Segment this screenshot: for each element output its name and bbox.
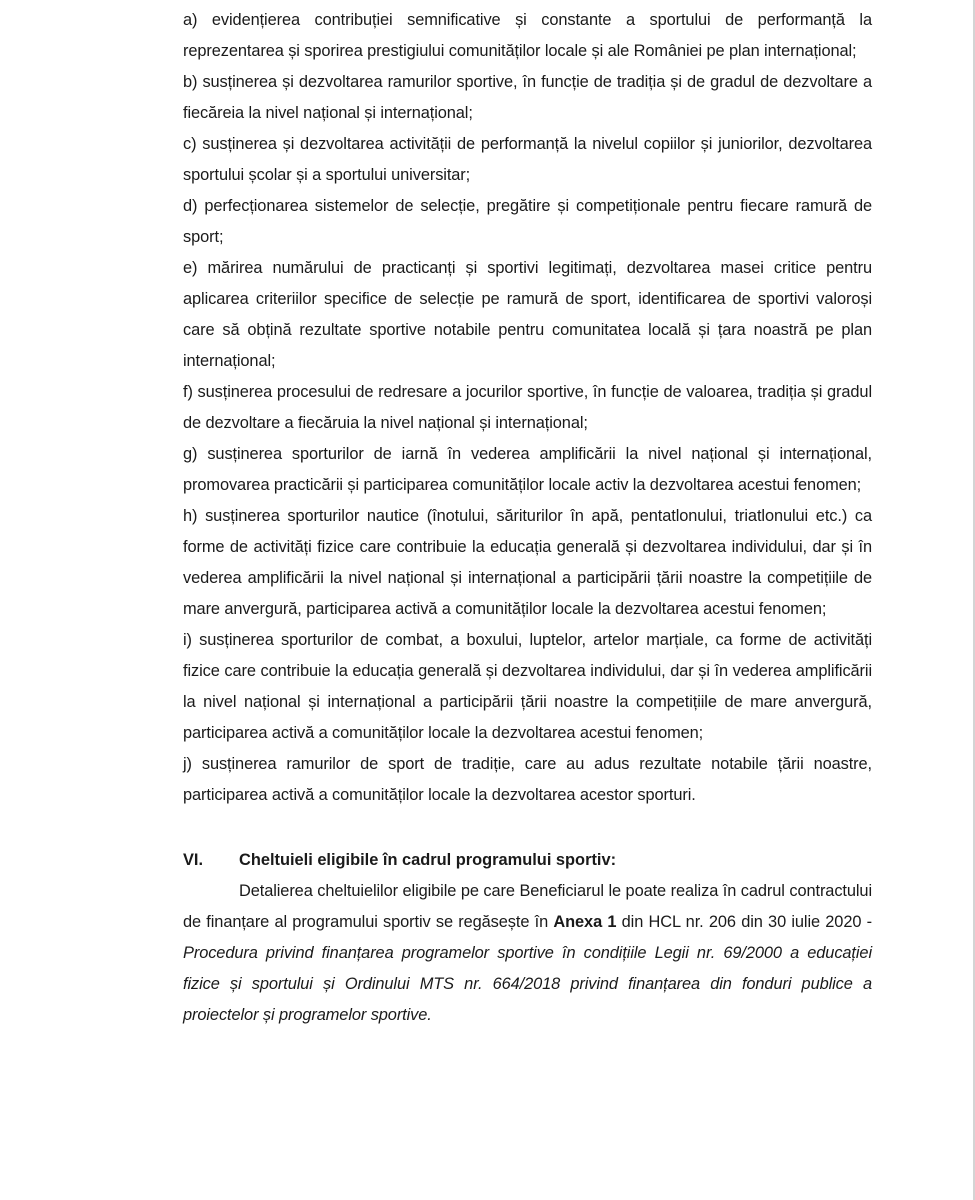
objective-item-e: e) mărirea numărului de practicanți și sportivi legitimați, dezvoltarea masei critice pentru aplicarea criteriilor specifice de selecție pe ramură de sport, identificarea de sportivi valoroși care să obțină rezultate sportive notabile pentru comunitatea locală și țara noastră pe plan internațional; <box>183 259 872 370</box>
document-page <box>183 0 872 1031</box>
objective-item-b: b) susținerea și dezvoltarea ramurilor sportive, în funcție de tradiția și de gradul de dezvoltare a fiecăreia la nivel național și internațional; <box>183 73 872 122</box>
objective-item-f: f) susținerea procesului de redresare a jocurilor sportive, în funcție de valoarea, tradiția și gradul de dezvoltare a fiecăruia la nivel național și internațional; <box>183 383 872 432</box>
objective-item-a: a) evidențierea contribuției semnificative și constante a sportului de performanță la reprezentarea și sporirea prestigiului comunităților locale și ale României pe plan internațional; <box>183 11 872 60</box>
annex-reference: Anexa 1 <box>553 913 617 931</box>
objective-item-g: g) susținerea sporturilor de iarnă în vederea amplificării la nivel național și internațional, promovarea practicării și participarea comunităților locale activ la dezvoltarea acestui fenomen; <box>183 445 872 494</box>
procedure-title: Procedura privind finanțarea programelor sportive în condițiile Legii nr. 69/2000 a educației fizice și sportului și Ordinului MTS nr. 664/2018 privind finanțarea din fonduri publice a proiectelor și programelor sportive. <box>183 944 872 1024</box>
body-text-part2: din HCL nr. 206 din 30 iulie 2020 - <box>616 913 872 931</box>
objective-item-d: d) perfecționarea sistemelor de selecție, pregătire și competiționale pentru fiecare ramură de sport; <box>183 197 872 246</box>
section-heading <box>183 845 872 876</box>
section-number: VI. <box>183 851 204 869</box>
objective-item-c: c) susținerea și dezvoltarea activității de performanță la nivelul copiilor și juniorilor, dezvoltarea sportului școlar și a sportului universitar; <box>183 135 872 184</box>
objective-item-h: h) susținerea sporturilor nautice (înotului, săriturilor în apă, pentatlonului, triatlonului etc.) ca forme de activități fizice care contribuie la educația generală și dezvoltarea individului, dar și în vederea amplificării la nivel național și internațional a participării țării noastre la competițiile de mare anvergură, participarea activă a comunităților locale la dezvoltarea acestui fenomen; <box>183 507 872 618</box>
objective-item-j: j) susținerea ramurilor de sport de tradiție, care au adus rezultate notabile țării noastre, participarea activă a comunităților locale la dezvoltarea acestor sporturi. <box>183 755 872 804</box>
section-body-paragraph <box>183 876 872 1031</box>
objective-item-i: i) susținerea sporturilor de combat, a boxului, luptelor, artelor marțiale, ca forme de activități fizice care contribuie la educația generală și dezvoltarea individului, dar și în vederea amplificării la nivel național și internațional a participării țării noastre la competițiile de mare anvergură, participarea activă a comunităților locale la dezvoltarea acestui fenomen; <box>183 631 872 742</box>
objectives-list <box>183 5 872 811</box>
body-text-part1: Detalierea cheltuielilor eligibile pe care Beneficiarul le poate realiza în cadrul contractului de finanțare al programului sportiv se regăsește în <box>183 882 872 931</box>
section-title: Cheltuieli eligibile în cadrul programului sportiv: <box>239 851 617 869</box>
